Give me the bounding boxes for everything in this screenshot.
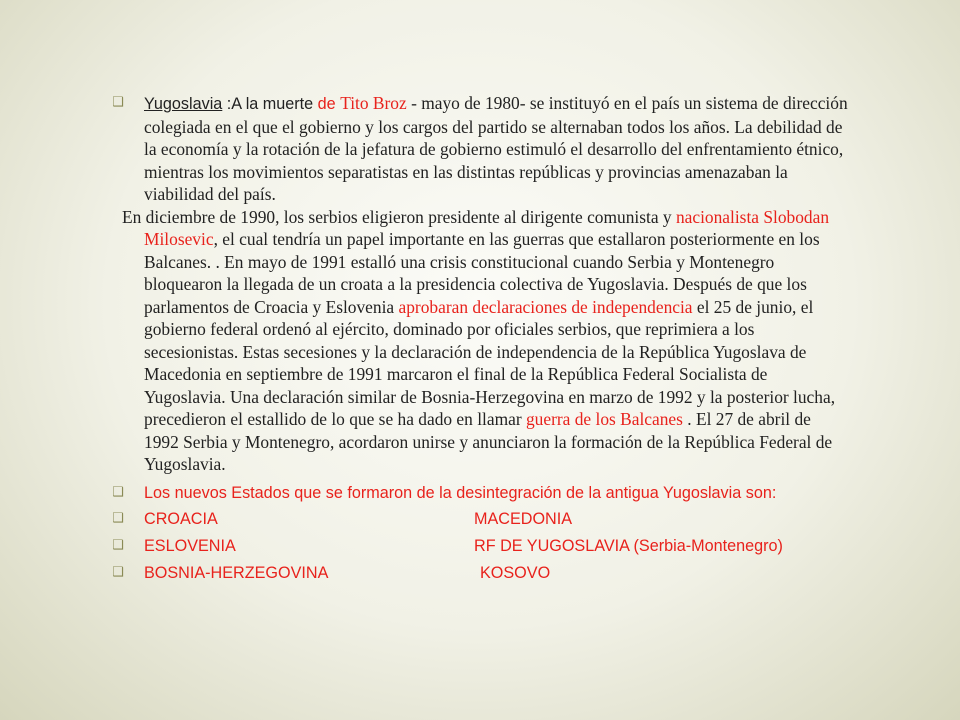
intro-text: :A la muerte [222,95,318,113]
yugoslavia-link[interactable]: Yugoslavia [144,95,223,113]
country-row-2 [108,535,848,558]
country-kosovo: KOSOVO [480,564,551,582]
independence-link[interactable]: aprobaran declaraciones de independencia [398,296,693,317]
country-rf-yugoslavia-name: RF DE YUGOSLAVIA [474,537,630,555]
milosevic-link[interactable]: nacionalista Slobodan Milosevic [144,206,830,249]
checkbox-bullet-icon: ❑ [112,95,124,110]
paragraph-yugoslavia [108,92,848,206]
p2-text-1: En diciembre de 1990, los serbios eligieron presidente al dirigente comunista y [122,206,676,227]
checkbox-bullet-icon: ❑ [112,484,124,500]
checkbox-bullet-icon: ❑ [112,565,124,580]
p2-text-4: . El 27 de abril de 1992 Serbia y Montenegro, acordaron unirse y anunciaron la formación de la República Federal de Yugoslavia. [144,409,833,474]
new-states-heading-text: Los nuevos Estados que se formaron de la desintegración de la antigua Yugoslavia son: [144,483,777,502]
tito-link[interactable]: Tito Broz [340,93,407,113]
checkbox-bullet-icon: ❑ [112,538,124,553]
country-bosnia: BOSNIA-HERZEGOVINA [144,564,329,582]
country-rf-yugoslavia-suffix: (Serbia-Montenegro) [633,537,783,555]
p2-text-2: , el cual tendría un papel importante en las guerras que estallaron posteriormente en los Balcanes. . En mayo de 1991 estalló una crisis constitucional cuando Serbia y Montenegro bloquearon la llegada de un croata a la presidencia colectiva de Yugoslavia. Después de que los parlamentos de Croacia y Eslovenia [144,229,820,317]
checkbox-bullet-icon: ❑ [112,511,124,526]
country-row-1 [108,508,848,531]
slide-content [108,92,848,585]
country-eslovenia: ESLOVENIA [144,537,236,555]
country-croacia: CROACIA [144,510,218,528]
country-row-3 [108,562,848,585]
p2-text-3: el 25 de junio, el gobierno federal ordenó al ejército, dominado por oficiales serbios, que reprimiera a los secesionistas. Estas secesiones y la declaración de independencia de la República Yugoslava de Macedonia en septiembre de 1991 marcaron el final de la República Federal Socialista de Yugoslavia. Una declaración similar de Bosnia-Herzegovina en marzo de 1992 y la posterior lucha, precedieron el estallido de lo que se ha dado en llamar [144,296,836,429]
paragraph-milosevic [108,206,848,476]
paragraph-1-body: - mayo de 1980- se instituyó en el país un sistema de dirección colegiada en el que el gobierno y los cargos del partido se alternaban todos los años. La debilidad de la economía y la rotación de la jefatura de gobierno estimuló el desarrollo del enfrentamiento étnico, mientras los movimientos separatistas en las distintas repúblicas y provincias amenazaban la viabilidad del país. [144,93,848,204]
country-rf-yugoslavia [474,535,783,558]
country-macedonia: MACEDONIA [474,510,573,528]
de-text: de [317,95,341,113]
balkan-war-link[interactable]: guerra de los Balcanes [525,409,683,429]
new-states-heading [108,482,848,505]
